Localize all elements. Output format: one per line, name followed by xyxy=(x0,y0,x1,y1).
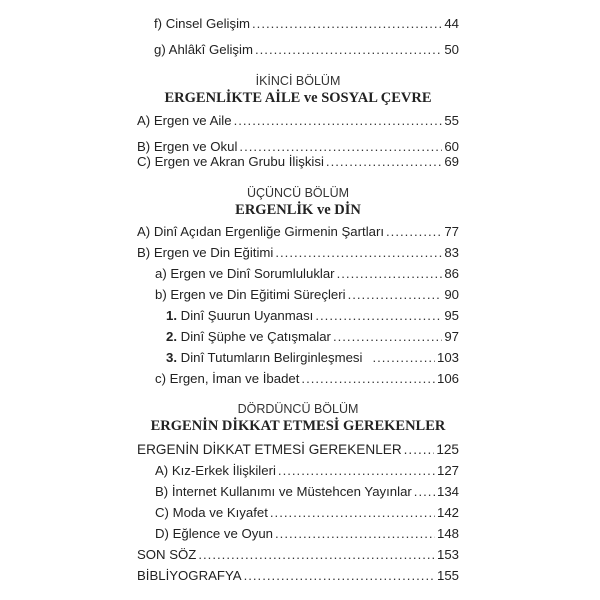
toc-entry-label: C) Ergen ve Akran Grubu İlişkisi xyxy=(137,154,324,169)
toc-entry xyxy=(137,152,459,172)
toc-entry-page: 60 xyxy=(444,139,459,154)
toc-entry-label: b) Ergen ve Din Eğitimi Süreçleri xyxy=(155,287,346,302)
part-heading: ÜÇÜNCÜ BÖLÜM xyxy=(246,186,350,200)
toc-entry xyxy=(155,503,459,523)
toc-entry-page: 142 xyxy=(436,505,459,520)
toc-entry-label: SON SÖZ xyxy=(137,547,197,562)
toc-entry xyxy=(155,461,459,481)
toc-entry-page: 95 xyxy=(444,308,459,323)
leader-dots xyxy=(326,152,442,172)
toc-entry-label: 2. Dinî Şüphe ve Çatışmalar xyxy=(166,329,331,344)
item-number: 1. xyxy=(166,308,177,323)
toc-entry xyxy=(137,222,459,242)
leader-dots xyxy=(275,524,435,544)
toc-entry-label: B) Ergen ve Okul xyxy=(137,139,238,154)
toc-entry-label: A) Kız-Erkek İlişkileri xyxy=(155,463,276,478)
toc-entry-label: f) Cinsel Gelişim xyxy=(154,16,250,31)
toc-entry-label: ERGENİN DİKKAT ETMESİ GEREKENLER xyxy=(137,442,402,457)
toc-entry xyxy=(137,440,459,460)
leader-dots xyxy=(255,40,442,60)
part-heading: DÖRDÜNCÜ BÖLÜM xyxy=(237,402,359,416)
toc-entry-label: C) Moda ve Kıyafet xyxy=(155,505,268,520)
leader-dots xyxy=(198,545,435,565)
leader-dots xyxy=(252,14,442,34)
toc-entry-page: 69 xyxy=(444,154,459,169)
toc-entry xyxy=(155,264,459,284)
leader-dots xyxy=(270,503,435,523)
toc-entry-page: 97 xyxy=(444,329,459,344)
toc-entry-page: 44 xyxy=(444,16,459,31)
toc-entry-page: 106 xyxy=(436,371,459,386)
toc-entry xyxy=(137,111,459,131)
toc-entry-page: 55 xyxy=(444,113,459,128)
toc-entry-label: B) İnternet Kullanımı ve Müstehcen Yayınlar xyxy=(155,484,412,499)
toc-entry xyxy=(137,566,459,586)
toc-entry-page: 83 xyxy=(444,245,459,260)
leader-dots xyxy=(414,482,435,502)
item-number: 3. xyxy=(166,350,177,365)
toc-entry xyxy=(137,243,459,263)
toc-entry xyxy=(166,327,459,347)
toc-entry xyxy=(137,40,459,60)
leader-dots xyxy=(234,111,443,131)
toc-entry xyxy=(137,14,459,34)
toc-entry-label: g) Ahlâkî Gelişim xyxy=(154,42,253,57)
toc-entry xyxy=(166,306,459,326)
toc-entry xyxy=(166,348,459,368)
toc-entry xyxy=(155,524,459,544)
leader-dots xyxy=(404,440,435,460)
toc-entry-page: 148 xyxy=(436,526,459,541)
toc-entry-page: 86 xyxy=(444,266,459,281)
item-number: 2. xyxy=(166,329,177,344)
toc-entry-label: BİBLİYOGRAFYA xyxy=(137,568,242,583)
toc-entry-page: 153 xyxy=(436,547,459,562)
toc-entry-page: 155 xyxy=(436,568,459,583)
toc-entry-label: A) Ergen ve Aile xyxy=(137,113,232,128)
leader-dots xyxy=(278,461,435,481)
toc-entry-page: 90 xyxy=(444,287,459,302)
leader-dots xyxy=(315,306,442,326)
leader-dots xyxy=(333,327,442,347)
toc-entry-page: 50 xyxy=(444,42,459,57)
toc-entry-label: B) Ergen ve Din Eğitimi xyxy=(137,245,274,260)
chapter-title: ERGENLİK ve DİN xyxy=(235,202,361,218)
toc-entry xyxy=(155,369,459,389)
leader-dots xyxy=(244,566,435,586)
toc-entry-label: 3. Dinî Tutumların Belirginleşmesi xyxy=(166,350,363,365)
toc-entry-page: 103 xyxy=(436,350,459,365)
toc-entry xyxy=(155,482,459,502)
toc-entry-label: 1. Dinî Şuurun Uyanması xyxy=(166,308,314,323)
toc-entry-label: c) Ergen, İman ve İbadet xyxy=(155,371,300,386)
leader-dots xyxy=(386,222,442,242)
leader-dots xyxy=(372,348,435,368)
toc-entry-page: 125 xyxy=(436,442,459,457)
toc-entry-label: a) Ergen ve Dinî Sorumluluklar xyxy=(155,266,335,281)
part-heading: İKİNCİ BÖLÜM xyxy=(255,74,341,88)
toc-entry-label: A) Dinî Açıdan Ergenliğe Girmenin Şartları xyxy=(137,224,385,239)
leader-dots xyxy=(348,285,443,305)
leader-dots xyxy=(337,264,443,284)
toc-entry xyxy=(155,285,459,305)
toc-entry-page: 77 xyxy=(444,224,459,239)
chapter-title: ERGENLİKTE AİLE ve SOSYAL ÇEVRE xyxy=(164,90,432,106)
toc-entry xyxy=(137,545,459,565)
toc-entry-page: 127 xyxy=(436,463,459,478)
chapter-title: ERGENİN DİKKAT ETMESİ GEREKENLER xyxy=(150,418,446,434)
leader-dots xyxy=(275,243,442,263)
leader-dots xyxy=(301,369,435,389)
toc-entry-label: D) Eğlence ve Oyun xyxy=(155,526,274,541)
toc-entry-page: 134 xyxy=(436,484,459,499)
